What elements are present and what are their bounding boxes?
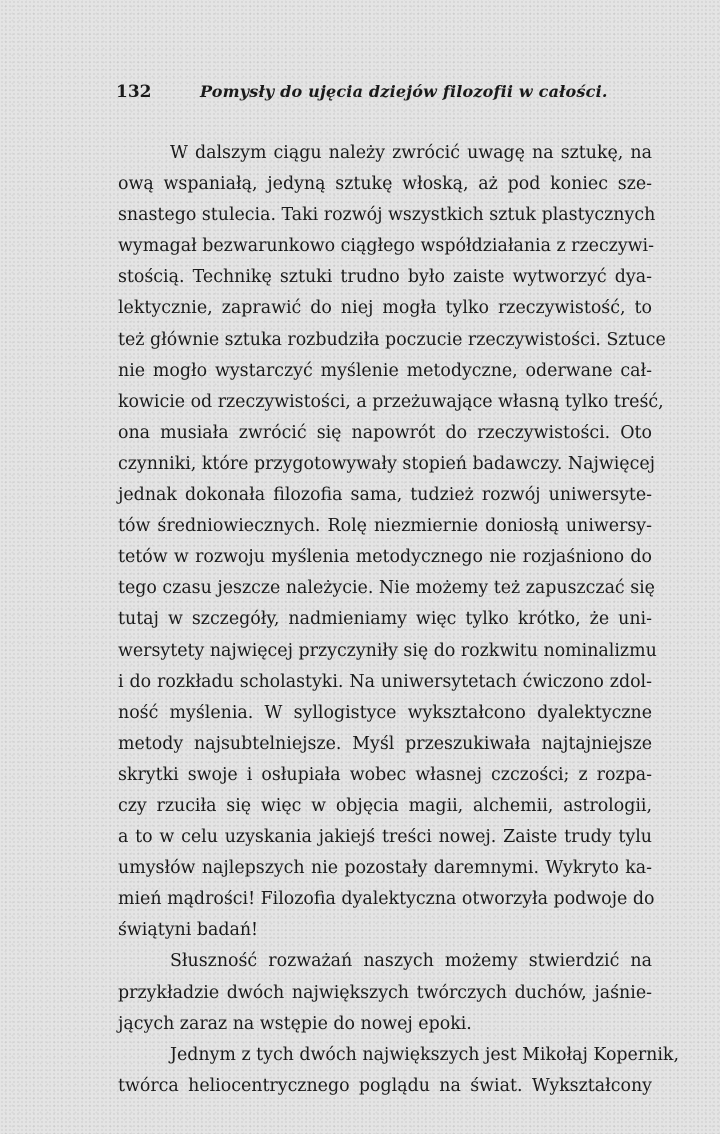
text-line: Jednym z tych dwóch największych jest Mikołaj Kopernik, xyxy=(170,1044,679,1065)
paragraph xyxy=(118,1040,679,1102)
text-line: ność myślenia. W syllogistyce wykształcono dyalektyczne xyxy=(118,702,652,723)
page-header xyxy=(116,82,656,108)
text-line: Słuszność rozważań naszych możemy stwierdzić na xyxy=(170,951,652,972)
text-line: kowicie od rzeczywistości, a przeżuwające własną tylko treść, xyxy=(118,391,664,412)
text-line: wersytety najwięcej przyczyniły się do rozkwitu nominalizmu xyxy=(118,640,657,661)
text-line: jących zaraz na wstępie do nowej epoki. xyxy=(118,1013,472,1034)
paragraph xyxy=(118,946,652,1039)
text-line: ową wspaniałą, jedyną sztukę włoską, aż pod koniec sze- xyxy=(118,174,652,195)
text-line: skrytki swoje i osłupiała wobec własnej czczości; z rozpa- xyxy=(118,764,652,785)
text-line: tetów w rozwoju myślenia metodycznego nie rozjaśniono do xyxy=(118,547,652,568)
text-line: metody najsubtelniejsze. Myśl przeszukiwała najtajniejsze xyxy=(118,733,652,754)
running-title: Pomysły do ujęcia dziejów filozofii w całości. xyxy=(200,82,608,101)
text-line: mień mądrości! Filozofia dyalektyczna otworzyła podwoje do xyxy=(118,889,655,910)
text-line: też głównie sztuka rozbudziła poczucie rzeczywistości. Sztuce xyxy=(118,329,666,350)
text-line: i do rozkładu scholastyki. Na uniwersytetach ćwiczono zdol- xyxy=(118,671,652,692)
text-line: świątyni badań! xyxy=(118,920,259,941)
text-line: tów średniowiecznych. Rolę niezmiernie doniosłą uniwersy- xyxy=(118,516,652,537)
paragraph xyxy=(118,138,666,946)
text-line: umysłów najlepszych nie pozostały daremnymi. Wykryto ka- xyxy=(118,858,652,879)
body-text xyxy=(118,138,679,1102)
text-line: a to w celu uzyskania jakiejś treści nowej. Zaiste trudy tylu xyxy=(118,827,652,848)
text-line: nie mogło wystarczyć myślenie metodyczne, oderwane cał- xyxy=(118,360,652,381)
text-line: wymagał bezwarunkowo ciągłego współdziałania z rzeczywi- xyxy=(118,236,654,257)
text-line: W dalszym ciągu należy zwrócić uwagę na sztukę, na xyxy=(170,143,652,163)
text-line: stością. Technikę sztuki trudno było zaiste wytworzyć dya- xyxy=(118,267,652,288)
text-line: ona musiała zwrócić się napowrót do rzeczywistości. Oto xyxy=(118,422,652,443)
text-line: snastego stulecia. Taki rozwój wszystkich sztuk plastycznych xyxy=(118,205,656,226)
text-line: tego czasu jeszcze należycie. Nie możemy też zapuszczać się xyxy=(118,578,655,599)
text-line: jednak dokonała filozofia sama, tudzież rozwój uniwersyte- xyxy=(118,485,652,506)
page-number: 132 xyxy=(116,82,152,102)
text-line: przykładzie dwóch największych twórczych duchów, jaśnie- xyxy=(118,982,652,1003)
text-line: czynniki, które przygotowywały stopień badawczy. Najwięcej xyxy=(118,453,656,474)
text-line: tutaj w szczegóły, nadmieniamy więc tylko krótko, że uni- xyxy=(118,609,652,630)
text-line: twórca heliocentrycznego poglądu na świat. Wykształcony xyxy=(118,1075,652,1096)
text-line: czy rzuciła się więc w objęcia magii, alchemii, astrologii, xyxy=(118,795,652,816)
text-line: lektycznie, zaprawić do niej mogła tylko rzeczywistość, to xyxy=(118,298,652,319)
